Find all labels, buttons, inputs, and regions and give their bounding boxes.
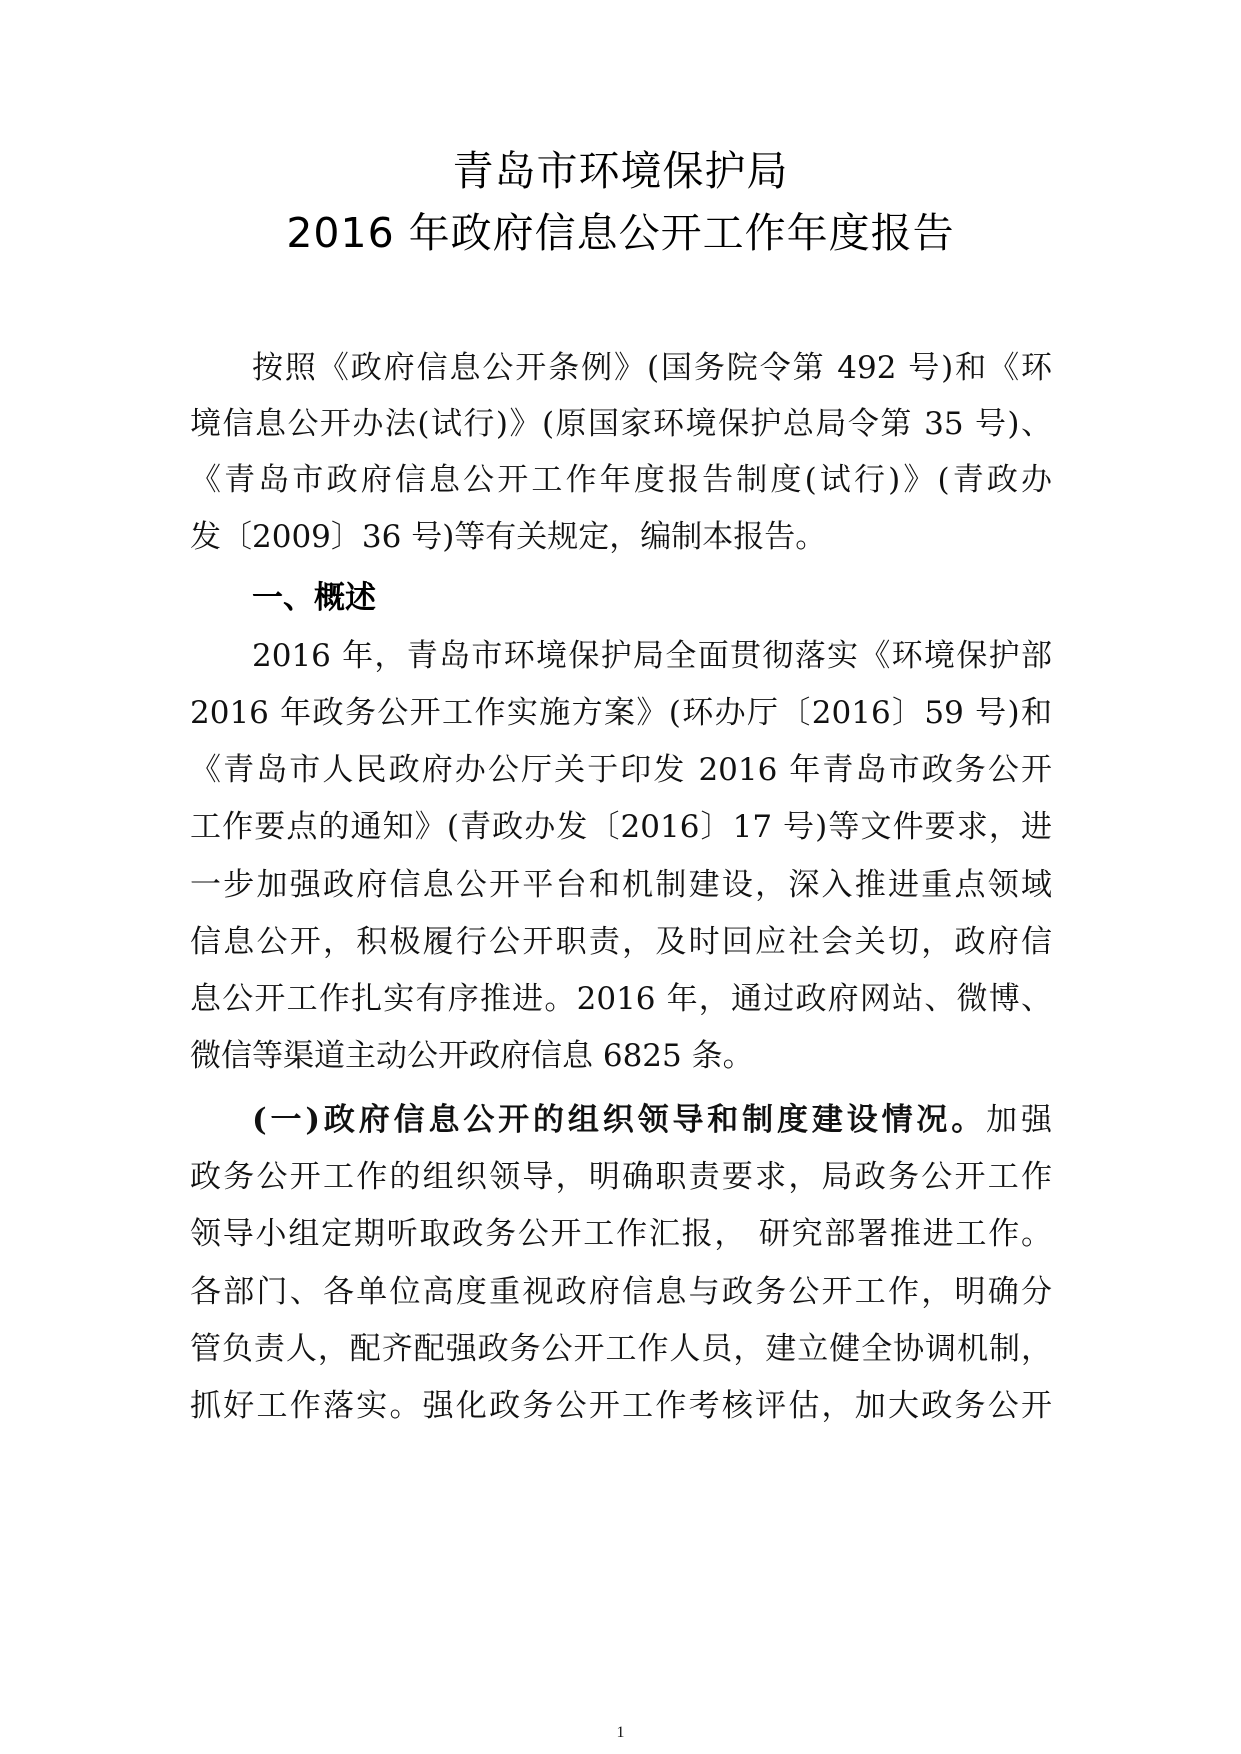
intro-line: 《青岛市政府信息公开工作年度报告制度(试行)》(青政办: [190, 462, 1052, 498]
subsection-line: 抓好工作落实。强化政务公开工作考核评估，加大政务公开: [190, 1388, 1052, 1424]
section-heading-overview: 一、概述: [252, 580, 376, 616]
intro-line: 发〔2009〕36 号)等有关规定，编制本报告。: [190, 519, 827, 555]
intro-line: 按照《政府信息公开条例》(国务院令第 492 号)和《环: [252, 350, 1052, 386]
overview-line: 2016 年，青岛市环境保护局全面贯彻落实《环境保护部: [252, 638, 1052, 674]
report-title-line-2: 2016 年政府信息公开工作年度报告: [286, 209, 955, 257]
subsection-heading-organization: (一)政府信息公开的组织领导和制度建设情况。: [252, 1102, 987, 1138]
subsection-first-line-tail: 加强: [986, 1102, 1052, 1138]
overview-line: 2016 年政务公开工作实施方案》(环办厅〔2016〕59 号)和: [190, 695, 1052, 731]
subsection-line: 各部门、各单位高度重视政府信息与政务公开工作，明确分: [190, 1274, 1052, 1310]
subsection-line: 管负责人，配齐配强政务公开工作人员，建立健全协调机制，: [190, 1331, 1052, 1367]
overview-line: 一步加强政府信息公开平台和机制建设，深入推进重点领域: [190, 867, 1052, 903]
overview-line: 工作要点的通知》(青政办发〔2016〕17 号)等文件要求，进: [190, 809, 1052, 845]
overview-line: 信息公开，积极履行公开职责，及时回应社会关切，政府信: [190, 924, 1052, 960]
page-number: 1: [616, 1724, 625, 1741]
subsection-line: 领导小组定期听取政务公开工作汇报， 研究部署推进工作。: [190, 1216, 1052, 1252]
overview-line: 微信等渠道主动公开政府信息 6825 条。: [190, 1038, 754, 1074]
overview-line: 息公开工作扎实有序推进。2016 年，通过政府网站、微博、: [190, 981, 1052, 1017]
report-title-line-1: 青岛市环境保护局: [452, 147, 789, 195]
overview-line: 《青岛市人民政府办公厅关于印发 2016 年青岛市政务公开: [190, 752, 1052, 788]
intro-line: 境信息公开办法(试行)》(原国家环境保护总局令第 35 号)、: [190, 406, 1052, 442]
subsection-line: 政务公开工作的组织领导，明确职责要求，局政务公开工作: [190, 1159, 1052, 1195]
subsection-first-line: [252, 1096, 1052, 1144]
